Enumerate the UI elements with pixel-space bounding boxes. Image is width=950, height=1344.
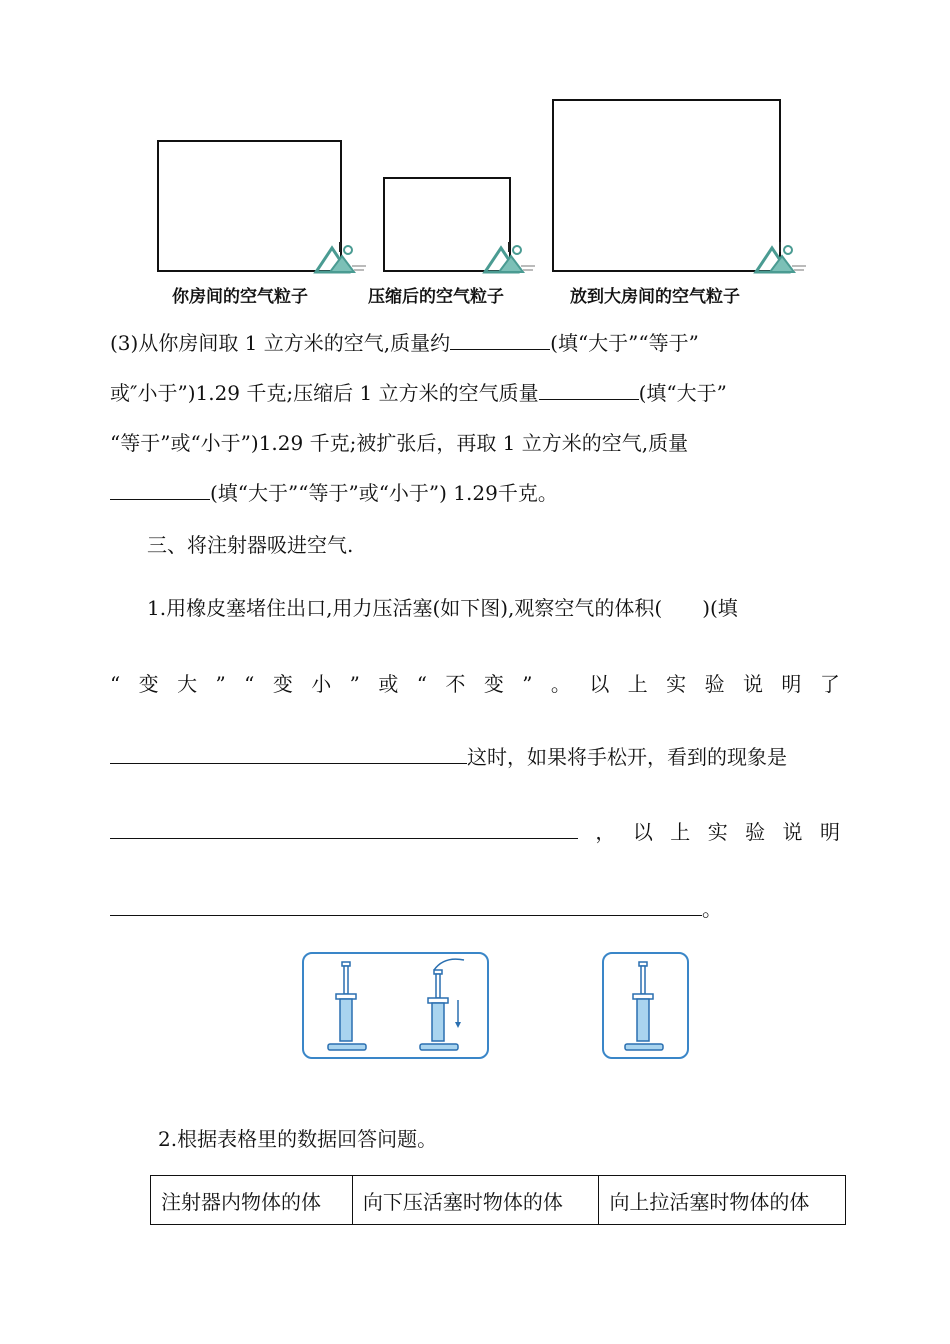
- answer-blank[interactable]: [450, 331, 550, 350]
- answer-blank[interactable]: [110, 820, 578, 839]
- section3-heading: 三、将注射器吸进空气.: [147, 533, 354, 557]
- q1-line-2-char: 以: [589, 672, 610, 696]
- watermark-logo-icon: [752, 238, 808, 278]
- q1-line-2-char: 验: [704, 672, 725, 696]
- q1-line-2-char: 不: [445, 672, 466, 696]
- q1-line-5-end: 。: [702, 897, 722, 921]
- caption-compressed-air: 压缩后的空气粒子: [368, 287, 504, 307]
- table-row: [151, 1176, 846, 1225]
- q1-line-2: [110, 672, 840, 696]
- q1-line-2-char: 说: [743, 672, 763, 696]
- q1-line-4-char: 以: [632, 820, 653, 844]
- syringe-illustration: [304, 954, 487, 1057]
- table-header-cell: 向上拉活塞时物体的体: [599, 1176, 846, 1225]
- q3-line-1: [110, 331, 699, 355]
- answer-blank[interactable]: [110, 897, 702, 916]
- volume-table: [150, 1175, 846, 1225]
- q1-line-4-char: 上: [670, 820, 691, 844]
- q1-line-2-char: 变: [272, 672, 293, 696]
- q2-heading: 2.根据表格里的数据回答问题。: [158, 1127, 438, 1151]
- q1-line-2-char: 大: [177, 672, 198, 696]
- watermark-logo-icon: [481, 238, 537, 278]
- syringe-panel-2: [602, 952, 689, 1059]
- q1-line-2-char: “: [244, 672, 255, 696]
- q1-line-2-char: “: [416, 672, 427, 696]
- q1-line-2-char: ”: [349, 672, 360, 696]
- q1-line-4-char: 实: [707, 820, 728, 844]
- q1-line-2-char: 了: [819, 672, 840, 696]
- q1-line-2-char: 小: [311, 672, 332, 696]
- q3-line-2-tail: (填“大于”: [638, 381, 727, 405]
- q1-line-3: [110, 745, 787, 769]
- q1-line-4-char: ，: [595, 820, 616, 844]
- watermark-logo-icon: [312, 238, 368, 278]
- big-room-air-box: [552, 99, 781, 272]
- q3-line-3-text: “等于”或“小于”)1.29 千克;被扩张后，再取 1 立方米的空气,质量: [110, 431, 689, 455]
- q1-line-4-char: 明: [819, 820, 840, 844]
- q1-line-2-char: 变: [483, 672, 504, 696]
- q3-line-2: [110, 381, 727, 405]
- table-header-cell: 向下压活塞时物体的体: [352, 1176, 599, 1225]
- q1-line-4-char: 验: [745, 820, 766, 844]
- answer-blank[interactable]: [110, 481, 210, 500]
- q1-line-2-char: ”: [522, 672, 533, 696]
- answer-blank[interactable]: [110, 745, 467, 764]
- q3-line-2-text: 或″小于”)1.29 千克;压缩后 1 立方米的空气质量: [110, 381, 539, 405]
- q1-line-1: 1.用橡皮塞堵住出口,用力压活塞(如下图),观察空气的体积( )(填: [147, 596, 738, 620]
- q1-line-2-char: 实: [666, 672, 687, 696]
- answer-blank[interactable]: [539, 381, 639, 400]
- q1-line-2-char: 明: [781, 672, 802, 696]
- caption-big-room-air: 放到大房间的空气粒子: [570, 287, 740, 307]
- q3-line-4: [110, 481, 558, 505]
- q1-line-5: [110, 897, 722, 921]
- caption-room-air: 你房间的空气粒子: [172, 287, 308, 307]
- table-header-cell: 注射器内物体的体: [151, 1176, 353, 1225]
- q3-line-1-tail: (填“大于”“等于”: [550, 331, 699, 355]
- q1-line-3-text: 这时，如果将手松开，看到的现象是: [467, 745, 787, 769]
- q3-line-4-tail: (填“大于”“等于”或“小于”) 1.29千克。: [210, 481, 558, 505]
- q3-line-3: [110, 431, 688, 455]
- q1-line-4: [110, 820, 840, 844]
- q1-line-2-char: 上: [627, 672, 648, 696]
- q1-line-4-char: 说: [782, 820, 803, 844]
- q1-line-2-char: ”: [215, 672, 226, 696]
- syringe-panel-1: [302, 952, 489, 1059]
- q3-line-1-text: (3)从你房间取 1 立方米的空气,质量约: [110, 331, 451, 355]
- q1-line-2-char: 变: [138, 672, 159, 696]
- q1-line-2-char: 或: [378, 672, 399, 696]
- q1-line-2-char: 。: [550, 672, 571, 696]
- syringe-illustration: [604, 954, 687, 1057]
- q1-line-2-char: “: [110, 672, 121, 696]
